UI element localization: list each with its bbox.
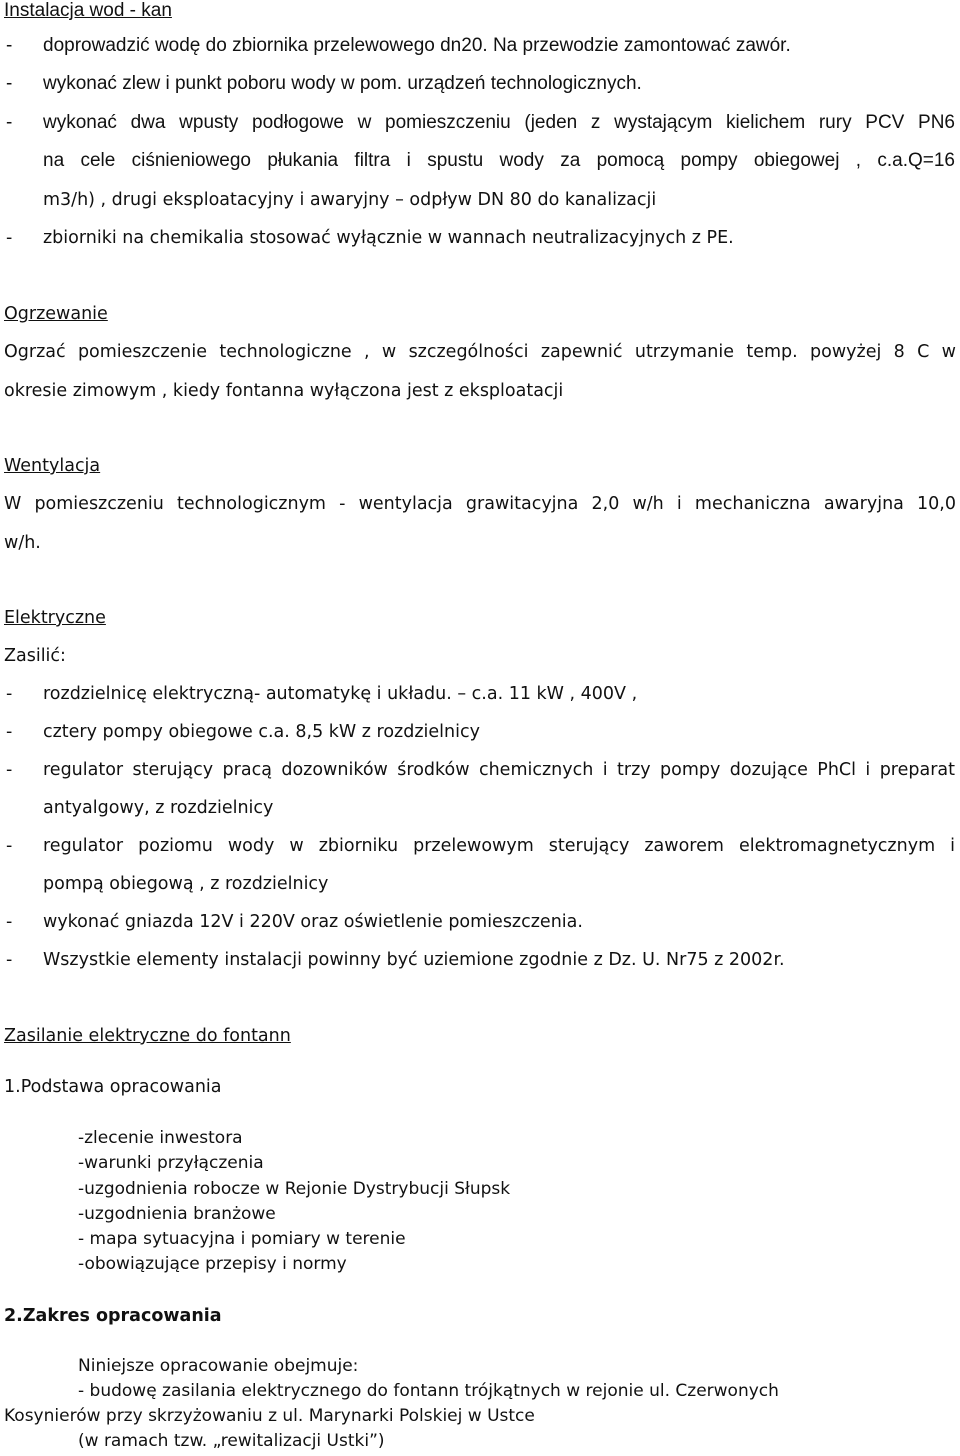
- list-item: Wszystkie elementy instalacji powinny być uziemione zgodnie z Dz. U. Nr75 z 2002r.: [43, 950, 785, 970]
- paragraph-line: okresie zimowym , kiedy fontanna wyłączona jest z eksploatacji: [4, 381, 564, 401]
- paragraph-line: Ogrzać pomieszczenie technologiczne , w szczególności zapewnić utrzymanie temp. powyżej 8 C w: [4, 342, 956, 362]
- section-heading-ventilation: Wentylacja: [4, 456, 101, 476]
- list-bullet: -: [6, 912, 13, 932]
- scope-intro: Niniejsze opracowanie obejmuje:: [78, 1356, 359, 1376]
- basis-heading: 1.Podstawa opracowania: [4, 1077, 222, 1097]
- list-bullet: -: [6, 950, 13, 970]
- paragraph-line: w/h.: [4, 533, 41, 553]
- basis-list-item: -warunki przyłączenia: [78, 1153, 264, 1173]
- scope-line: Kosynierów przy skrzyżowaniu z ul. Marynarki Polskiej w Ustce: [4, 1406, 535, 1426]
- section-heading-heating: Ogrzewanie: [4, 304, 108, 324]
- list-item-continuation: pompą obiegową , z rozdzielnicy: [43, 874, 329, 894]
- list-item: regulator poziomu wody w zbiorniku przelewowym sterujący zaworem elektromagnetycznym i: [43, 836, 955, 856]
- list-bullet: -: [6, 836, 13, 856]
- list-item: cztery pompy obiegowe c.a. 8,5 kW z rozdzielnicy: [43, 722, 480, 742]
- basis-list-item: -uzgodnienia robocze w Rejonie Dystrybucji Słupsk: [78, 1179, 511, 1199]
- list-item-continuation: na cele ciśnieniowego płukania filtra i spustu wody za pomocą pompy obiegowej , c.a.Q=16: [43, 150, 955, 171]
- list-item: rozdzielnicę elektryczną- automatykę i układu. – c.a. 11 kW , 400V ,: [43, 684, 638, 704]
- list-item-continuation: m3/h) , drugi eksploatacyjny i awaryjny – odpływ DN 80 do kanalizacji: [43, 190, 657, 210]
- paragraph-line: W pomieszczeniu technologicznym - wentylacja grawitacyjna 2,0 w/h i mechaniczna awaryjna 10,0: [4, 494, 956, 514]
- list-item: zbiorniki na chemikalia stosować wyłącznie w wannach neutralizacyjnych z PE.: [43, 228, 734, 248]
- list-bullet: -: [6, 760, 13, 780]
- section-heading-water: Instalacja wod - kan: [4, 0, 172, 21]
- list-item: wykonać zlew i punkt poboru wody w pom. urządzeń technologicznych.: [43, 73, 642, 94]
- list-bullet: -: [6, 112, 13, 133]
- basis-list-item: -uzgodnienia branżowe: [78, 1204, 276, 1224]
- scope-heading: 2.Zakres opracowania: [4, 1306, 222, 1326]
- list-bullet: -: [6, 722, 13, 742]
- section-heading-electrical: Elektryczne: [4, 608, 106, 628]
- scope-line: (w ramach tzw. „rewitalizacji Ustki”): [78, 1431, 385, 1451]
- list-item: wykonać gniazda 12V i 220V oraz oświetlenie pomieszczenia.: [43, 912, 583, 932]
- section-heading-fountain-power: Zasilanie elektryczne do fontann: [4, 1026, 291, 1046]
- basis-list-item: -obowiązujące przepisy i normy: [78, 1254, 347, 1274]
- list-bullet: -: [6, 73, 13, 94]
- basis-list-item: -zlecenie inwestora: [78, 1128, 243, 1148]
- list-item: doprowadzić wodę do zbiornika przelewowego dn20. Na przewodzie zamontować zawór.: [43, 35, 791, 56]
- list-item-continuation: antyalgowy, z rozdzielnicy: [43, 798, 274, 818]
- list-item: wykonać dwa wpusty podłogowe w pomieszczeniu (jeden z wystającym kielichem rury PCV PN6: [43, 112, 955, 133]
- basis-list-item: - mapa sytuacyjna i pomiary w terenie: [78, 1229, 406, 1249]
- list-bullet: -: [6, 35, 13, 56]
- list-item: regulator sterujący pracą dozowników środków chemicznych i trzy pompy dozujące PhCl i preparat: [43, 760, 955, 780]
- scope-line: - budowę zasilania elektrycznego do fontann trójkątnych w rejonie ul. Czerwonych: [78, 1381, 779, 1401]
- list-bullet: -: [6, 228, 13, 248]
- subheading-supply: Zasilić:: [4, 646, 66, 666]
- list-bullet: -: [6, 684, 13, 704]
